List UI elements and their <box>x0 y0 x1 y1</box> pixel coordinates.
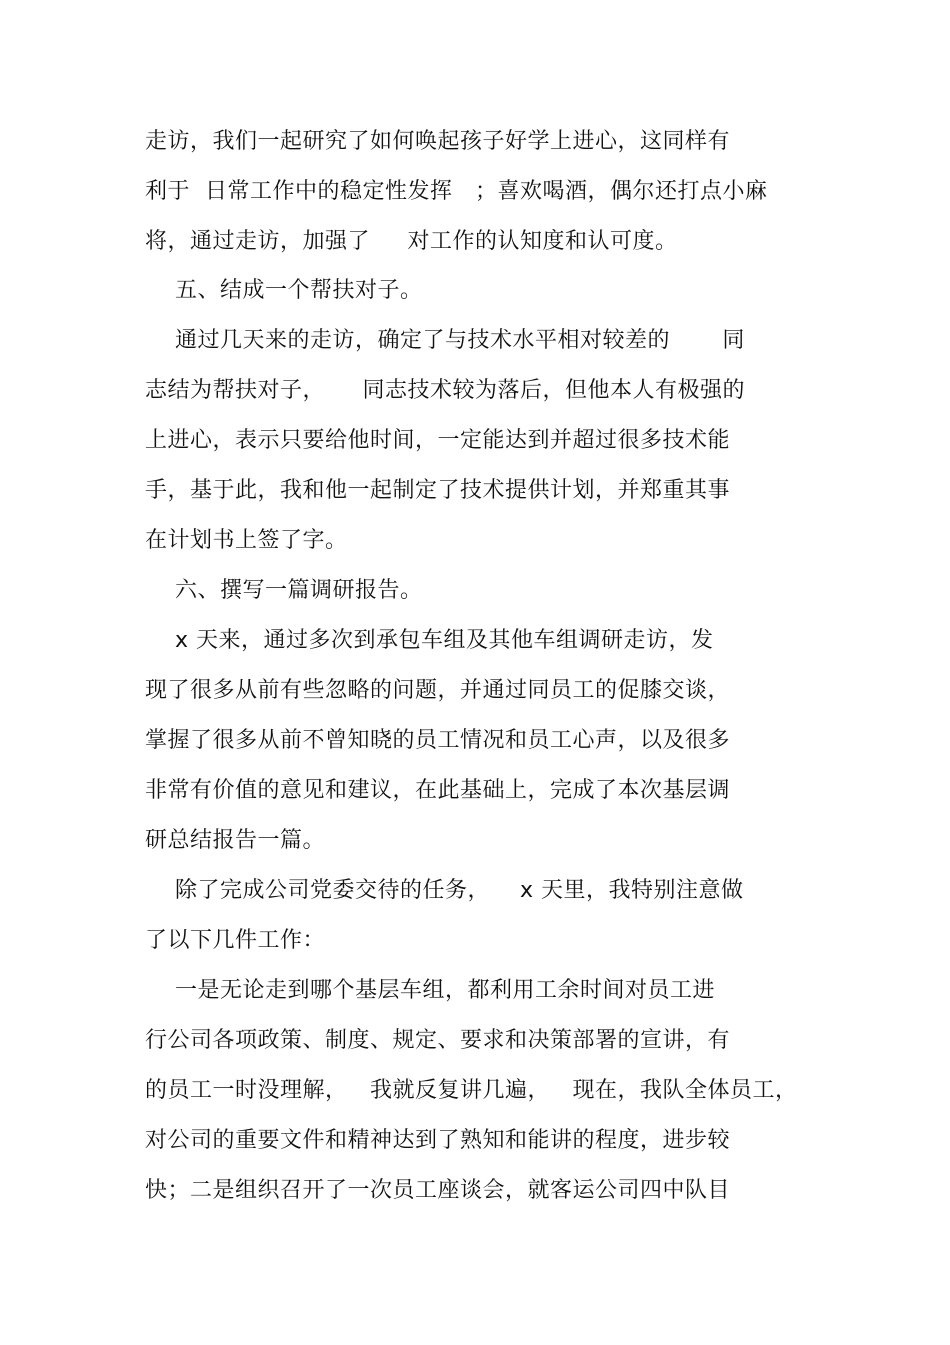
text-line: x 天来，通过多次到承包车组及其他车组调研走访，发 <box>145 628 714 653</box>
text-line: 快；二是组织召开了一次员工座谈会，就客运公司四中队目 <box>145 1178 731 1203</box>
text-line: 走访，我们一起研究了如何唤起孩子好学上进心，这同样有 <box>145 129 731 154</box>
section-heading: 六、撰写一篇调研报告。 <box>145 578 423 603</box>
text-line: 一是无论走到哪个基层车组，都利用工余时间对员工进 <box>145 978 715 1003</box>
text-line: 手，基于此，我和他一起制定了技术提供计划，并郑重其事 <box>145 478 731 503</box>
text-line: 通过几天来的走访，确定了与技术水平相对较差的 同 <box>145 328 745 353</box>
text-line: 了以下几件工作： <box>145 928 326 953</box>
text-line: 利于 日常工作中的稳定性发挥 ；喜欢喝酒，偶尔还打点小麻 <box>145 179 768 204</box>
text-line: 将，通过走访，加强了 对工作的认知度和认可度。 <box>145 229 678 254</box>
text-line: 在计划书上签了字。 <box>145 528 348 553</box>
text-line: 上进心，表示只要给他时间，一定能达到并超过很多技术能 <box>145 428 731 453</box>
text-line: 行公司各项政策、制度、规定、要求和决策部署的宣讲，有 <box>145 1028 731 1053</box>
section-heading: 五、结成一个帮扶对子。 <box>145 278 423 303</box>
text-line: 对公司的重要文件和精神达到了熟知和能讲的程度，进步较 <box>145 1128 731 1153</box>
text-line: 的员工一时没理解， 我就反复讲几遍， 现在，我队全体员工， <box>145 1078 798 1103</box>
text-line: 现了很多从前有些忽略的问题，并通过同员工的促膝交谈， <box>145 678 731 703</box>
text-line: 志结为帮扶对子， 同志技术较为落后，但他本人有极强的 <box>145 378 745 403</box>
text-line: 除了完成公司党委交待的任务， x 天里，我特别注意做 <box>145 878 744 903</box>
text-line: 研总结报告一篇。 <box>145 828 326 853</box>
text-line: 掌握了很多从前不曾知晓的员工情况和员工心声，以及很多 <box>145 728 731 753</box>
text-line: 非常有价值的意见和建议，在此基础上，完成了本次基层调 <box>145 778 731 803</box>
